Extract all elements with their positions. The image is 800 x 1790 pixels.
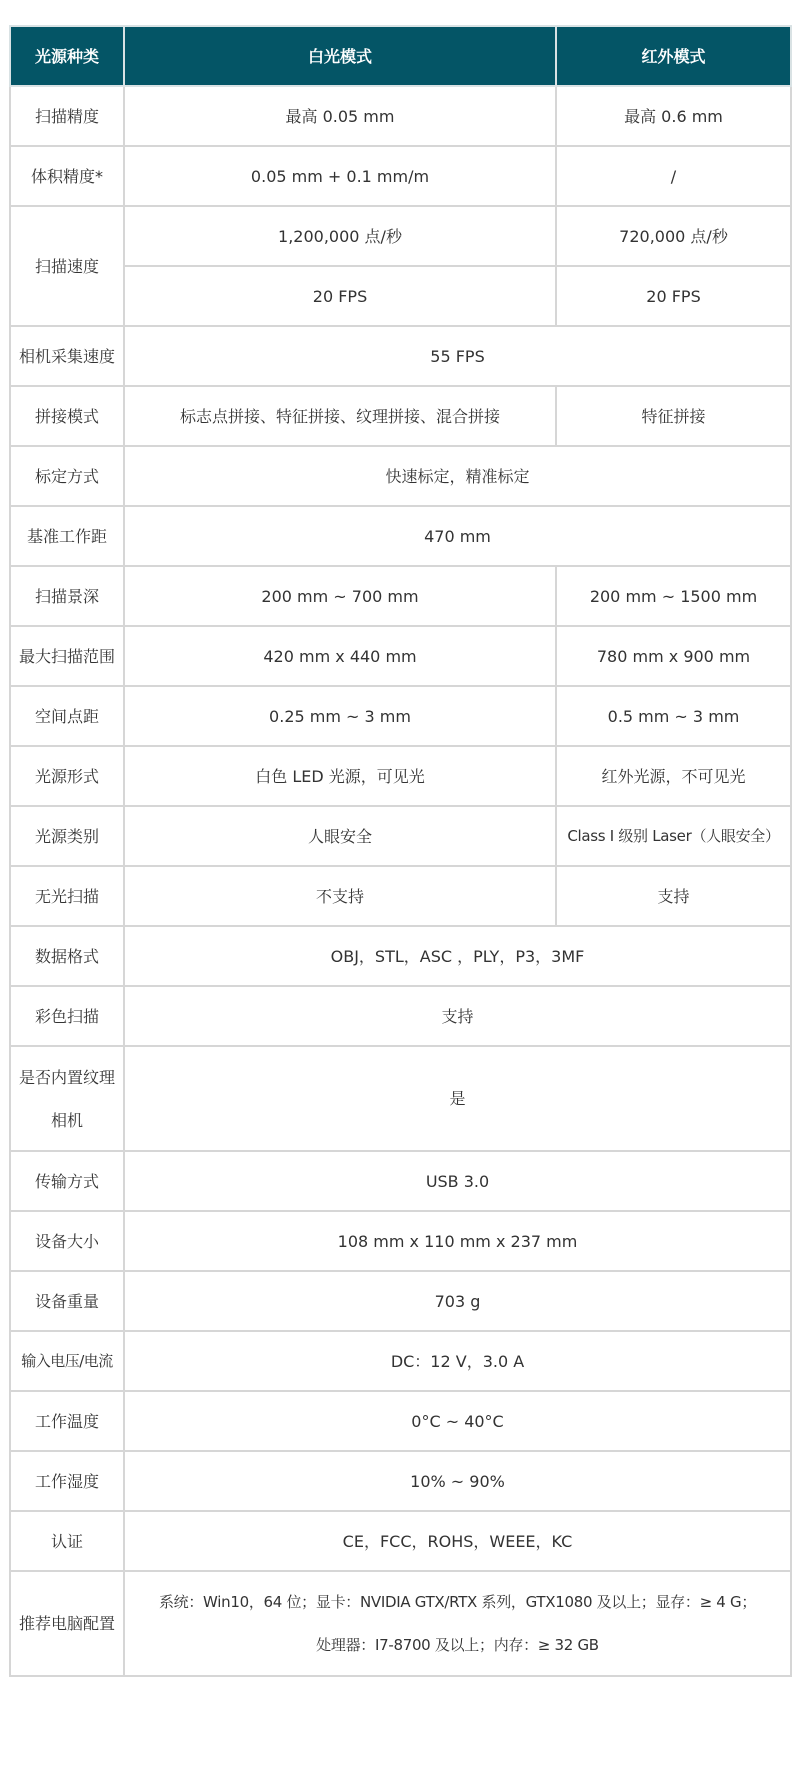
row-weight: [10, 1271, 791, 1331]
row-label: 彩色扫描: [10, 986, 124, 1046]
row-label: 输入电压/电流: [10, 1331, 124, 1391]
header-row: [10, 26, 791, 86]
row-color-scan: [10, 986, 791, 1046]
shared-value: [124, 1571, 791, 1676]
shared-value: DC：12 V，3.0 A: [124, 1331, 791, 1391]
ir-value: 200 mm ~ 1500 mm: [556, 566, 791, 626]
ir-value: 20 FPS: [556, 266, 791, 326]
row-label: 最大扫描范围: [10, 626, 124, 686]
header-white-mode: 白光模式: [124, 26, 556, 86]
pc-config-line-2: 处理器：I7-8700 及以上；内存：≥ 32 GB: [316, 1635, 599, 1654]
shared-value: OBJ，STL，ASC ，PLY，P3，3MF: [124, 926, 791, 986]
row-certification: [10, 1511, 791, 1571]
ir-value: Class I 级别 Laser（人眼安全）: [556, 806, 791, 866]
row-label: 扫描精度: [10, 86, 124, 146]
ir-value: 支持: [556, 866, 791, 926]
shared-value: USB 3.0: [124, 1151, 791, 1211]
white-value: 200 mm ~ 700 mm: [124, 566, 556, 626]
row-label: 扫描速度: [10, 206, 124, 326]
row-label: 设备重量: [10, 1271, 124, 1331]
row-label: 无光扫描: [10, 866, 124, 926]
row-transfer: [10, 1151, 791, 1211]
shared-value: 是: [124, 1046, 791, 1151]
white-value: 人眼安全: [124, 806, 556, 866]
row-label: 基准工作距: [10, 506, 124, 566]
ir-value: 720,000 点/秒: [556, 206, 791, 266]
row-calibration: [10, 446, 791, 506]
header-light-type: 光源种类: [10, 26, 124, 86]
row-label: 设备大小: [10, 1211, 124, 1271]
shared-value: 支持: [124, 986, 791, 1046]
row-label: 空间点距: [10, 686, 124, 746]
row-depth-of-field: [10, 566, 791, 626]
row-label: 是否内置纹理相机: [10, 1046, 124, 1151]
row-light-class: [10, 806, 791, 866]
white-value: 20 FPS: [124, 266, 556, 326]
white-value: 0.25 mm ~ 3 mm: [124, 686, 556, 746]
spec-table: [9, 25, 792, 1677]
row-volume-accuracy: [10, 146, 791, 206]
row-label: 体积精度*: [10, 146, 124, 206]
white-value: 420 mm x 440 mm: [124, 626, 556, 686]
white-value: 最高 0.05 mm: [124, 86, 556, 146]
ir-value: 0.5 mm ~ 3 mm: [556, 686, 791, 746]
row-label: 光源类别: [10, 806, 124, 866]
row-pc-config: [10, 1571, 791, 1676]
row-humidity: [10, 1451, 791, 1511]
ir-value: 特征拼接: [556, 386, 791, 446]
row-stitch-mode: [10, 386, 791, 446]
row-scan-speed-points: [10, 206, 791, 266]
shared-value: 470 mm: [124, 506, 791, 566]
row-label: 相机采集速度: [10, 326, 124, 386]
row-label: 扫描景深: [10, 566, 124, 626]
header-ir-mode: 红外模式: [556, 26, 791, 86]
shared-value: 10% ~ 90%: [124, 1451, 791, 1511]
white-value: 0.05 mm + 0.1 mm/m: [124, 146, 556, 206]
row-label: 工作湿度: [10, 1451, 124, 1511]
white-value: 标志点拼接、特征拼接、纹理拼接、混合拼接: [124, 386, 556, 446]
shared-value: 0°C ~ 40°C: [124, 1391, 791, 1451]
row-size: [10, 1211, 791, 1271]
row-max-range: [10, 626, 791, 686]
row-scan-speed-fps: [10, 266, 791, 326]
shared-value: 108 mm x 110 mm x 237 mm: [124, 1211, 791, 1271]
white-value: 不支持: [124, 866, 556, 926]
row-point-distance: [10, 686, 791, 746]
ir-value: 最高 0.6 mm: [556, 86, 791, 146]
row-dark-scan: [10, 866, 791, 926]
shared-value: 703 g: [124, 1271, 791, 1331]
row-label: 推荐电脑配置: [10, 1571, 124, 1676]
row-label: 光源形式: [10, 746, 124, 806]
row-label: 传输方式: [10, 1151, 124, 1211]
ir-value: 红外光源，不可见光: [556, 746, 791, 806]
row-label: 数据格式: [10, 926, 124, 986]
white-value: 1,200,000 点/秒: [124, 206, 556, 266]
row-power: [10, 1331, 791, 1391]
row-temperature: [10, 1391, 791, 1451]
pc-config-line-1: 系统：Win10，64 位；显卡：NVIDIA GTX/RTX 系列，GTX1080 及以上；显存：≥ 4 G；: [158, 1592, 757, 1611]
row-label: 拼接模式: [10, 386, 124, 446]
row-scan-accuracy: [10, 86, 791, 146]
row-label: 工作温度: [10, 1391, 124, 1451]
shared-value: 快速标定，精准标定: [124, 446, 791, 506]
row-camera-rate: [10, 326, 791, 386]
ir-value: 780 mm x 900 mm: [556, 626, 791, 686]
row-texture-camera: [10, 1046, 791, 1151]
row-light-form: [10, 746, 791, 806]
ir-value: /: [556, 146, 791, 206]
shared-value: CE，FCC，ROHS，WEEE，KC: [124, 1511, 791, 1571]
white-value: 白色 LED 光源，可见光: [124, 746, 556, 806]
shared-value: 55 FPS: [124, 326, 791, 386]
row-data-format: [10, 926, 791, 986]
row-working-distance: [10, 506, 791, 566]
row-label: 认证: [10, 1511, 124, 1571]
row-label: 标定方式: [10, 446, 124, 506]
